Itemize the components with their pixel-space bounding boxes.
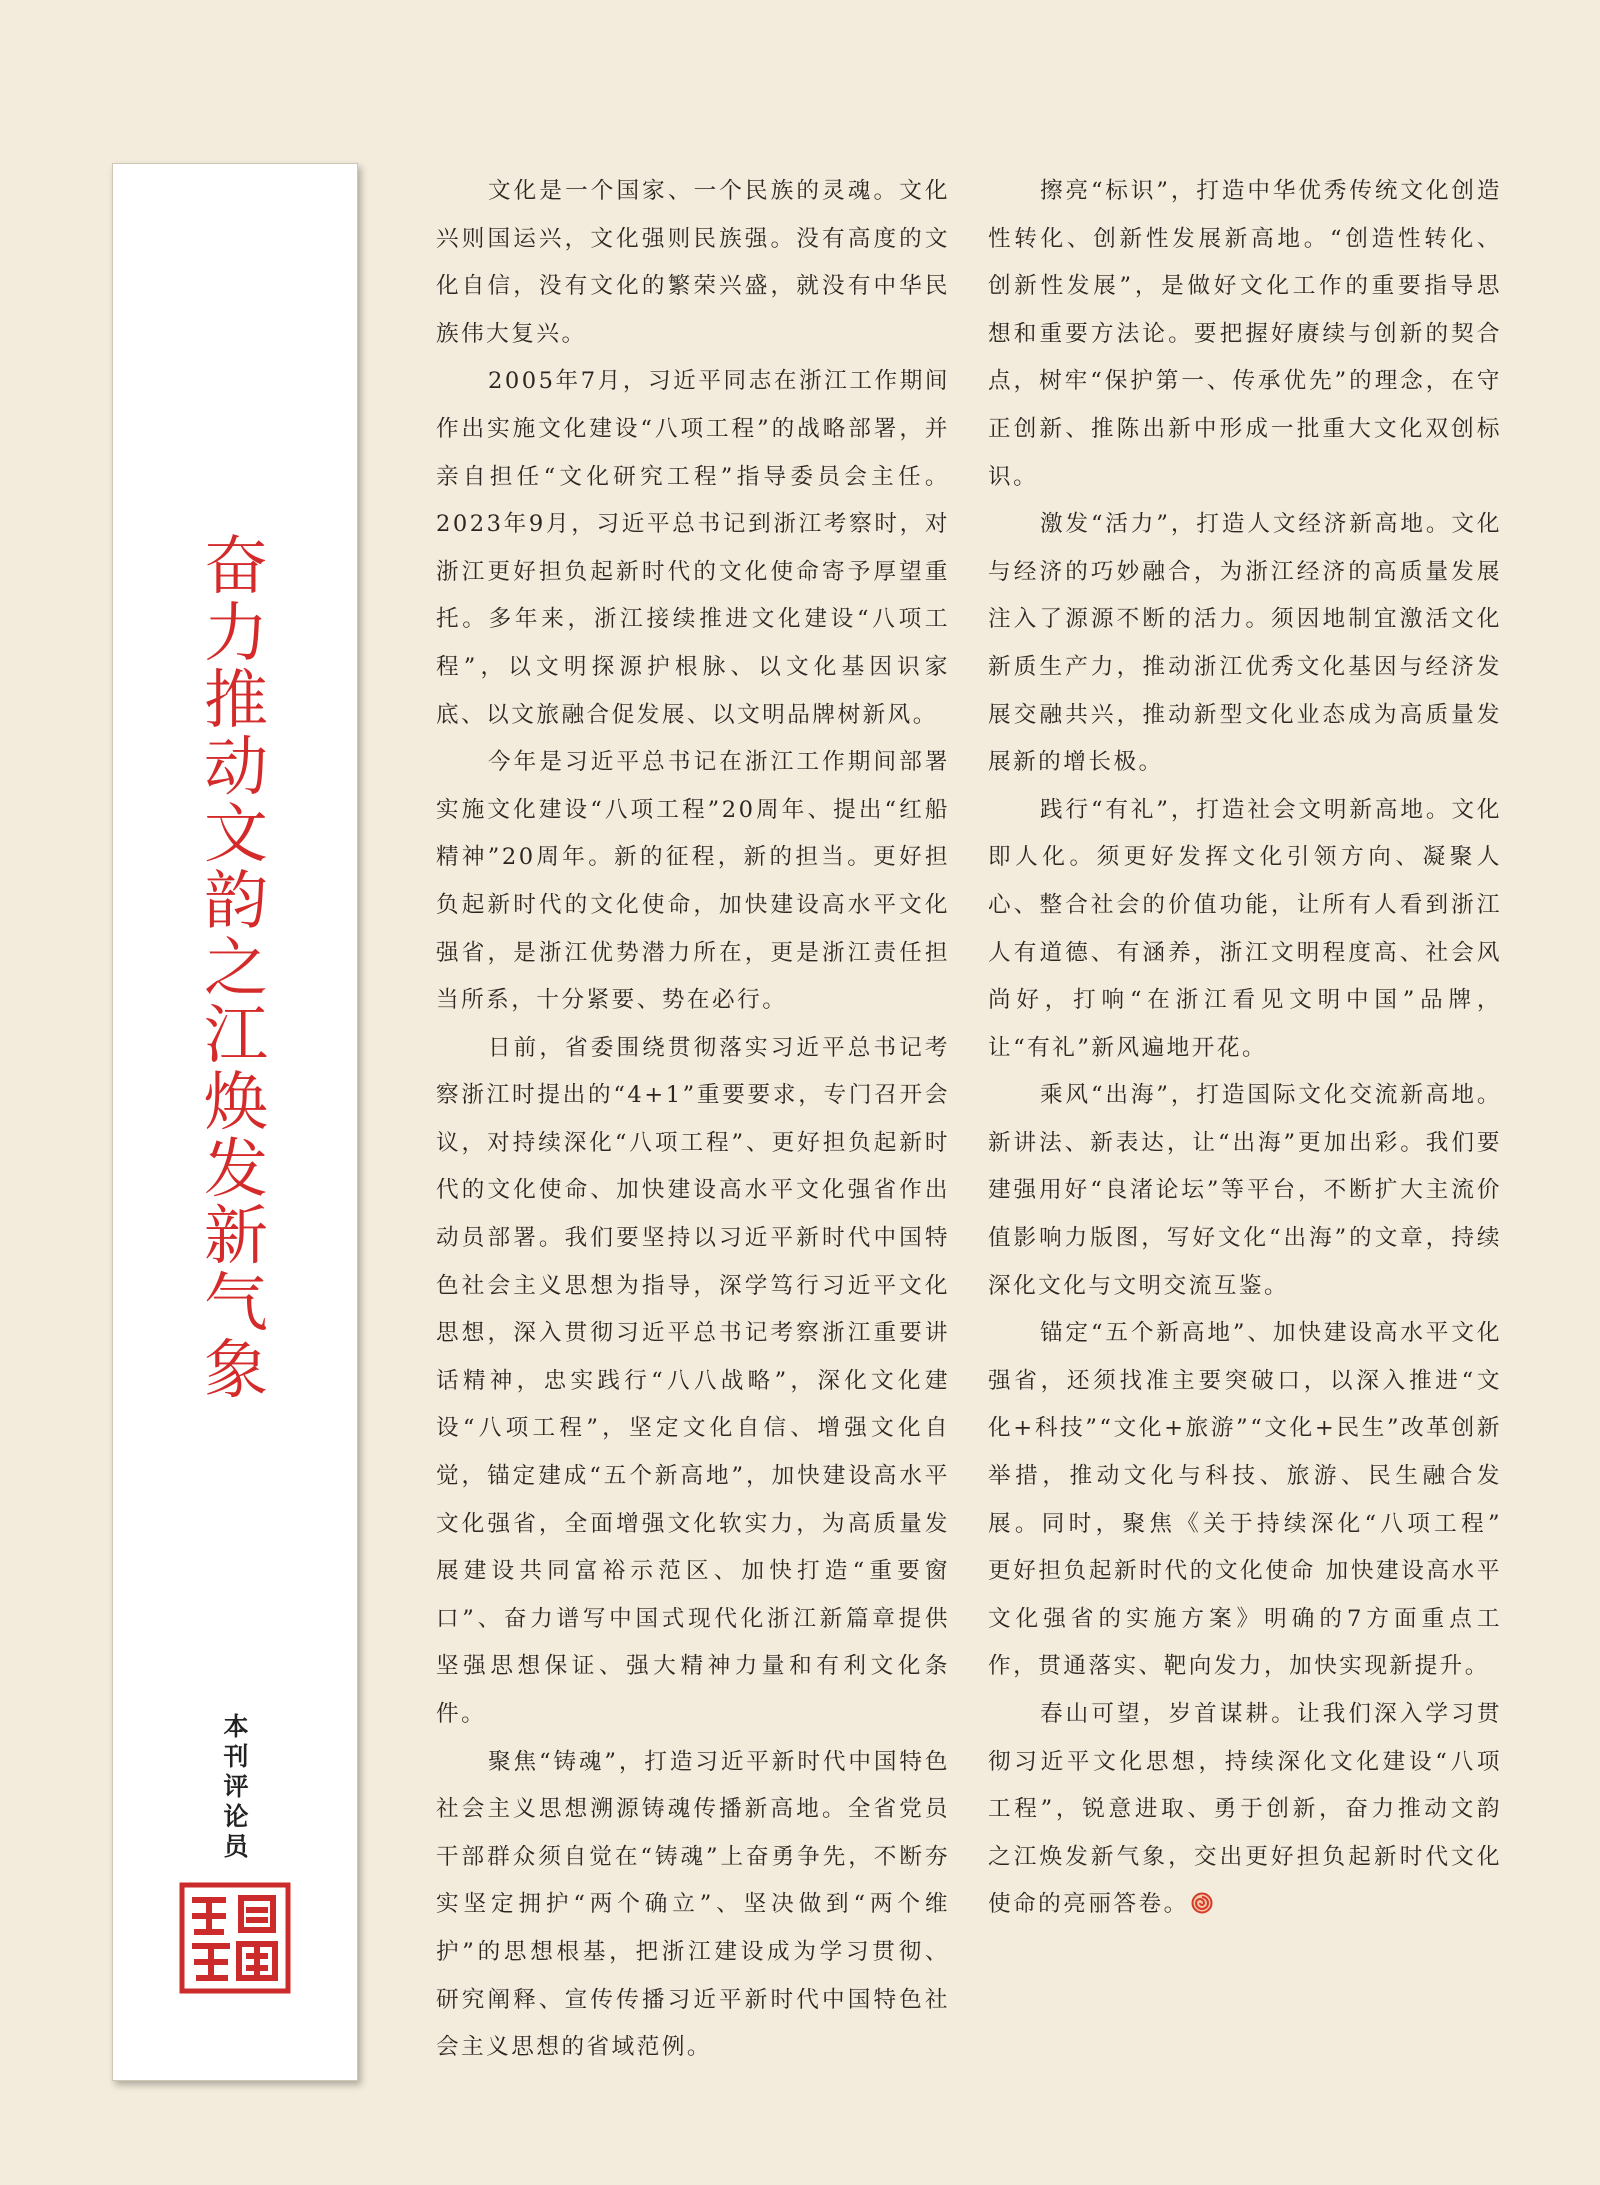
paragraph: 今年是习近平总书记在浙江工作期间部署实施文化建设“八项工程”20周年、提出“红船精神”20周年。新的征程，新的担当。更好担负起新时代的文化使命，加快建设高水平文化强省，是浙江优势潜力所在，更是浙江责任担当所系，十分紧要、势在必行。 bbox=[436, 749, 950, 1014]
paragraph: 文化是一个国家、一个民族的灵魂。文化兴则国运兴，文化强则民族强。没有高度的文化自信，没有文化的繁荣兴盛，就没有中华民族伟大复兴。 bbox=[436, 178, 950, 347]
paragraph: 践行“有礼”，打造社会文明新高地。文化即人化。须更好发挥文化引领方向、凝聚人心、整合社会的价值功能，让所有人看到浙江人有道德、有涵养，浙江文明程度高、社会风尚好，打响“在浙江看见文明中国”品牌，让“有礼”新风遍地开花。 bbox=[988, 796, 1502, 1061]
paragraph-text: 春山可望，岁首谋耕。让我们深入学习贯彻习近平文化思想，持续深化文化建设“八项工程”，锐意进取、勇于创新，奋力推动文韵之江焕发新气象，交出更好担负起新时代文化使命的亮丽答卷。 bbox=[988, 1701, 1502, 1918]
swirl-end-icon bbox=[1191, 1892, 1213, 1914]
article-title: 奋力推动文韵之江焕发新气象 bbox=[204, 530, 268, 1408]
text-column-left bbox=[436, 168, 950, 2072]
paragraph: 激发“活力”，打造人文经济新高地。文化与经济的巧妙融合，为浙江经济的高质量发展注入了源源不断的活力。须因地制宜激活文化新质生产力，推动浙江优秀文化基因与经济发展交融共兴，推动新型文化业态成为高质量发展新的增长极。 bbox=[988, 511, 1502, 776]
paragraph: 锚定“五个新高地”、加快建设高水平文化强省，还须找准主要突破口，以深入推进“文化+科技”“文化+旅游”“文化+民生”改革创新举措，推动文化与科技、旅游、民生融合发展。同时，聚焦《关于持续深化“八项工程” 更好担负起新时代的文化使命 加快建设高水平文化强省的实施方案》明确的7方面重点工作，贯通落实、靶向发力，加快实现新提升。 bbox=[988, 1320, 1502, 1680]
paragraph: 乘风“出海”，打造国际文化交流新高地。新讲法、新表达，让“出海”更加出彩。我们要建强用好“良渚论坛”等平台，不断扩大主流价值影响力版图，写好文化“出海”的文章，持续深化文化与文明交流互鉴。 bbox=[988, 1082, 1502, 1299]
author-label: 本刊评论员 bbox=[223, 1712, 249, 1861]
title-panel bbox=[112, 163, 358, 2081]
red-square-seal bbox=[179, 1882, 291, 1994]
paragraph: 2005年7月，习近平同志在浙江工作期间作出实施文化建设“八项工程”的战略部署，并亲自担任“文化研究工程”指导委员会主任。2023年9月，习近平总书记到浙江考察时，对浙江更好担负起新时代的文化使命寄予厚望重托。多年来，浙江接续推进文化建设“八项工程”，以文明探源护根脉、以文化基因识家底、以文旅融合促发展、以文明品牌树新风。 bbox=[436, 368, 950, 728]
text-column-right bbox=[988, 168, 1502, 1929]
paragraph-last bbox=[988, 1691, 1502, 1929]
paragraph: 日前，省委围绕贯彻落实习近平总书记考察浙江时提出的“4+1”重要要求，专门召开会议，对持续深化“八项工程”、更好担负起新时代的文化使命、加快建设高水平文化强省作出动员部署。我们要坚持以习近平新时代中国特色社会主义思想为指导，深学笃行习近平文化思想，深入贯彻习近平总书记考察浙江重要讲话精神，忠实践行“八八战略”，深化文化建设“八项工程”，坚定文化自信、增强文化自觉，锚定建成“五个新高地”，加快建设高水平文化强省，全面增强文化软实力，为高质量发展建设共同富裕示范区、加快打造“重要窗口”、奋力谱写中国式现代化浙江新篇章提供坚强思想保证、强大精神力量和有利文化条件。 bbox=[436, 1034, 950, 1727]
paragraph: 聚焦“铸魂”，打造习近平新时代中国特色社会主义思想溯源铸魂传播新高地。全省党员干部群众须自觉在“铸魂”上奋勇争先，不断夯实坚定拥护“两个确立”、坚决做到“两个维护”的思想根基，把浙江建设成为学习贯彻、研究阐释、宣传传播习近平新时代中国特色社会主义思想的省域范例。 bbox=[436, 1748, 950, 2061]
paragraph: 擦亮“标识”，打造中华优秀传统文化创造性转化、创新性发展新高地。“创造性转化、创新性发展”，是做好文化工作的重要指导思想和重要方法论。要把握好赓续与创新的契合点，树牢“保护第一、传承优先”的理念，在守正创新、推陈出新中形成一批重大文化双创标识。 bbox=[988, 178, 1502, 490]
